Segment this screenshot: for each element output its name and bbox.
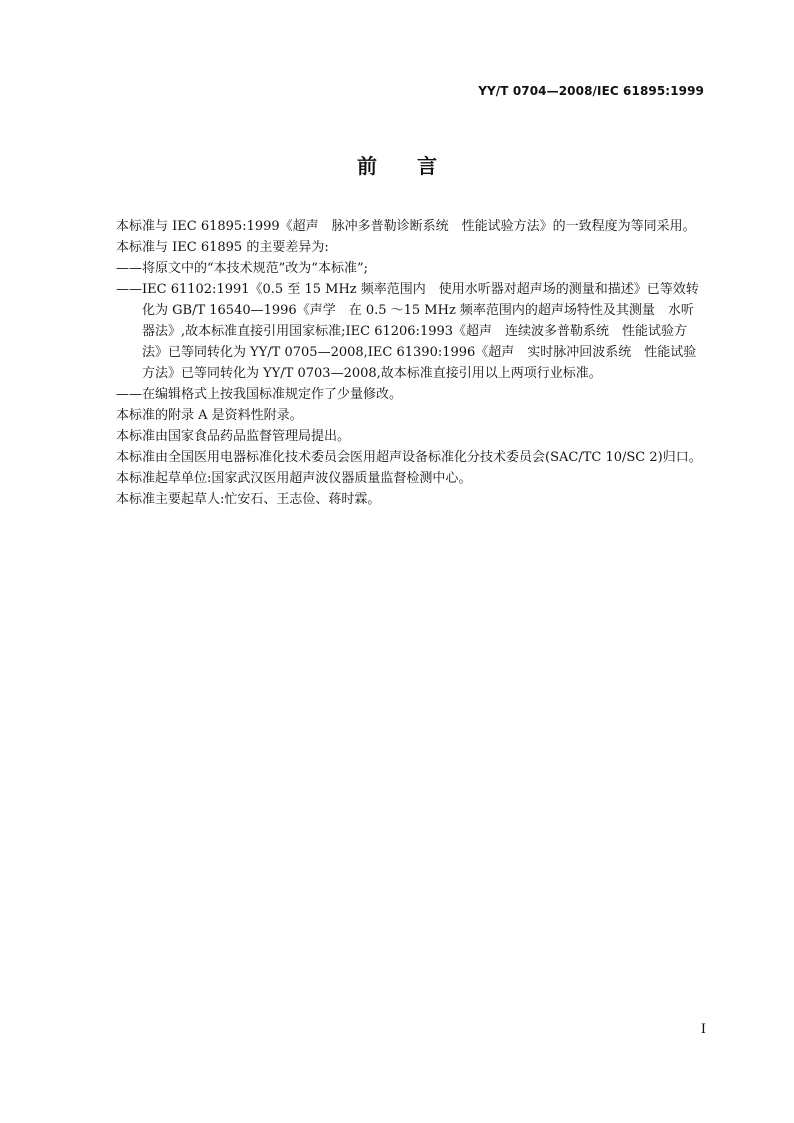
paragraph-proposer: 本标准由国家食品药品监督管理局提出。 — [116, 429, 351, 444]
standard-code: YY/T 0704—2008/IEC 61895:1999 — [478, 84, 704, 98]
difference-item-terminology: ——将原文中的“本技术规范”改为“本标准”; — [116, 261, 368, 276]
page-number: I — [700, 1022, 706, 1037]
paragraph-drafters: 本标准主要起草人:忙安石、王志俭、蒋时霖。 — [116, 492, 381, 507]
paragraph-drafting-unit: 本标准起草单位:国家武汉医用超声波仪器质量监督检测中心。 — [116, 471, 472, 486]
paragraph-committee: 本标准由全国医用电器标准化技术委员会医用超声设备标准化分技术委员会(SAC/TC 10/SC 2)归口。 — [116, 450, 702, 465]
paragraph-equivalence: 本标准与 IEC 61895:1999《超声 脉冲多普勒诊断系统 性能试验方法》的一致程度为等同采用。 — [116, 219, 696, 234]
difference-item-references: ——IEC 61102:1991《0.5 至 15 MHz 频率范围内 使用水听器对超声场的测量和描述》已等效转化为 GB/T 16540—1996《声学 在 0.5 ～15 MHz 频率范围内的超声场特性及其测量 水听器法》,故本标准直接引用国家标准;IEC 61206:1993《超声 连续波多普勒系统 性能试验方法》已等同转化为 YY/T 0705—2008,IEC 61390:1996《超声 实时脉冲回波系统 性能试验方法》已等同转化为 YY/T 0703—2008,故本标准直接引用以上两项行业标准。 — [116, 282, 699, 381]
paragraph-differences-intro: 本标准与 IEC 61895 的主要差异为: — [116, 240, 329, 255]
paragraph-annex: 本标准的附录 A 是资料性附录。 — [116, 408, 303, 423]
foreword-body — [90, 216, 706, 510]
difference-item-format: ——在编辑格式上按我国标准规定作了少量修改。 — [116, 387, 403, 402]
page-title: 前言 — [357, 154, 477, 178]
